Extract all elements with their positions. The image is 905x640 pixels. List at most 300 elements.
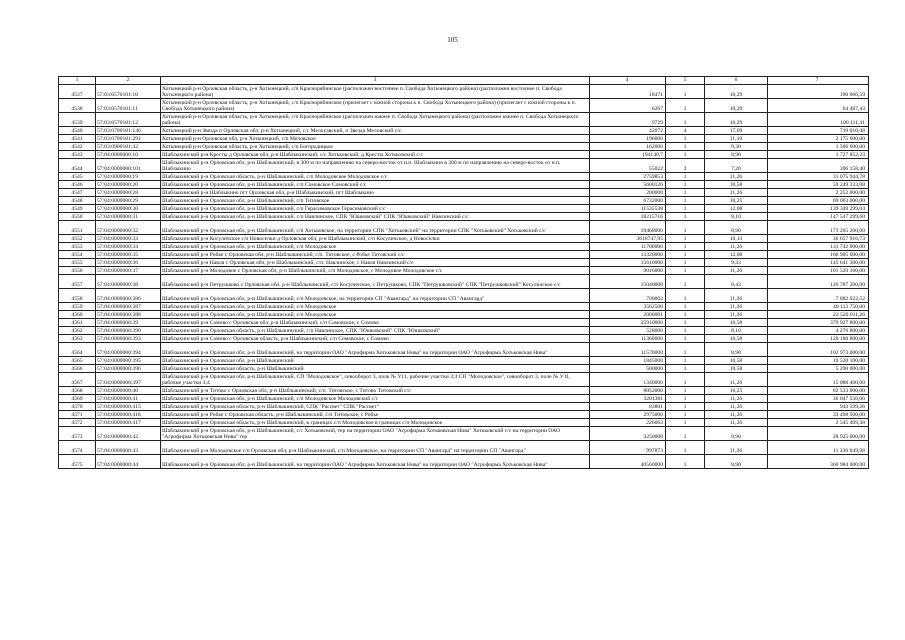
- count-value: 1: [666, 251, 705, 259]
- row-number: 4554: [59, 251, 96, 259]
- area-value: 42072: [590, 127, 666, 135]
- table-row: [59, 441, 869, 455]
- area-value: 35910000: [590, 319, 666, 327]
- area-value: 6732000: [590, 197, 666, 205]
- table-row: [59, 373, 869, 387]
- cadastral-value: 126 787 200,00: [768, 275, 869, 289]
- row-number: 4537: [59, 85, 96, 99]
- area-value: 194140,7: [590, 151, 666, 159]
- cadastral-value: 102 973 000,00: [768, 343, 869, 357]
- rate-value: 10,58: [705, 335, 768, 343]
- rate-value: 8,10: [705, 213, 768, 221]
- row-number: 4540: [59, 127, 96, 135]
- rate-value: 11,26: [705, 243, 768, 251]
- area-value: 3201381: [590, 395, 666, 403]
- column-header: 3: [161, 77, 590, 85]
- location-description: Шаблыкинский р-н Навля с Орловская обл, р-н Шаблыкинский, с/п. Навлинское, с Навля Навлинский с/с: [161, 259, 590, 267]
- cadastral-number: 57:04:0000000:38: [96, 275, 161, 289]
- cadastral-value: 82 533 000,00: [768, 387, 869, 395]
- column-header: 2: [96, 77, 161, 85]
- area-value: 9016000: [590, 267, 666, 275]
- rate-value: 8,90: [705, 427, 768, 441]
- cadastral-number: 57:04:0000000:416: [96, 411, 161, 419]
- area-value: 15610000: [590, 259, 666, 267]
- row-number: 4568: [59, 387, 96, 395]
- count-value: 1: [666, 173, 705, 181]
- cadastral-value: 719 010,48: [768, 127, 869, 135]
- rate-value: 11,26: [705, 303, 768, 311]
- row-number: 4566: [59, 365, 96, 373]
- row-number: 4547: [59, 189, 96, 197]
- row-number: 4570: [59, 403, 96, 411]
- area-value: 997873: [590, 441, 666, 455]
- column-header: 7: [768, 77, 869, 85]
- area-value: 83801: [590, 403, 666, 411]
- cadastral-value: 64 487,43: [768, 99, 869, 113]
- count-value: 1: [666, 135, 705, 143]
- location-description: Шаблыкинский р-н Орловская область, р-н Шаблыкинский: [161, 365, 590, 373]
- table-row: [59, 343, 869, 357]
- count-value: 1: [666, 275, 705, 289]
- area-value: 3618747,95: [590, 235, 666, 243]
- cadastral-number: 57:04:0000000:394: [96, 343, 161, 357]
- table-row: [59, 135, 869, 143]
- row-number: 4541: [59, 135, 96, 143]
- table-row: [59, 289, 869, 303]
- cadastral-number: 57:04:0000000:387: [96, 303, 161, 311]
- rate-value: 8,90: [705, 343, 768, 357]
- rate-value: 11,26: [705, 267, 768, 275]
- cadastral-value: 147 547 299,60: [768, 213, 869, 221]
- location-description: Хотынецкий р-н Звезда п Орловская обл, р-н Хотынецкий, с/с Мелосавский, п Звезда Меловский с/с: [161, 127, 590, 135]
- table-row: [59, 173, 869, 181]
- row-number: 4549: [59, 205, 96, 213]
- count-value: 1: [666, 395, 705, 403]
- rate-value: 11,26: [705, 189, 768, 197]
- cadastral-number: 57:03:0570101:11: [96, 99, 161, 113]
- location-description: Шаблыкинский р-н Сомово с Орловская область, р-н Шаблыкинский, с/п Сомовское, с Сомово: [161, 335, 590, 343]
- location-description: Шаблыкинский р-н Орловская область, р-н Шаблыкинский, с/п Навлинское, СПК "Юшковский" СПК "Юшковский": [161, 327, 590, 335]
- row-number: 4572: [59, 419, 96, 427]
- cadastral-number: 57:04:0000000:36: [96, 259, 161, 267]
- location-description: Шаблыкинский р-н Робье с Орловская обл, р-н Шаблыкинский, с/п. Титовское, с Робье Титовский с/с: [161, 251, 590, 259]
- count-value: 1: [666, 197, 705, 205]
- location-description: Шаблыкинский р-н Орловская обл, р-н Шаблыкинский, СП "Молодовское", севооборот 3, поле № У11, рабочие участки 3;4 СП "Молодовское", севооборот 3, поле № У11, рабочие участки 3;4: [161, 373, 590, 387]
- row-number: 4559: [59, 303, 96, 311]
- location-description: Шаблыкинский р-н Орловская обл, р-н Шаблыкинский, с/п Молодовское: [161, 243, 590, 251]
- location-description: Шаблыкинский р-н Орловская обл, р-н Шаблыкинский, с/п Титовское: [161, 197, 590, 205]
- rate-value: 11,10: [705, 135, 768, 143]
- area-value: 8052000: [590, 387, 666, 395]
- area-value: 3562500: [590, 303, 666, 311]
- column-header: 6: [705, 77, 768, 85]
- rate-value: 11,26: [705, 395, 768, 403]
- table-row: [59, 275, 869, 289]
- area-value: 500000: [590, 365, 666, 373]
- rate-value: 11,26: [705, 403, 768, 411]
- area-value: 2759853: [590, 173, 666, 181]
- cadastral-value: 173 265 200,00: [768, 221, 869, 235]
- column-header: 1: [59, 77, 96, 85]
- cadastral-value: 33 498 500,00: [768, 411, 869, 419]
- rate-value: 10,13: [705, 235, 768, 243]
- cadastral-value: 4 276 800,00: [768, 327, 869, 335]
- count-value: 1: [666, 143, 705, 151]
- row-number: 4561: [59, 319, 96, 327]
- location-description: Шаблыкинский р-н Орловская обл, р-н Шаблыкинский: [161, 357, 590, 365]
- table-row: [59, 411, 869, 419]
- rate-value: 11,26: [705, 311, 768, 319]
- table-row: [59, 143, 869, 151]
- count-value: 1: [666, 205, 705, 213]
- count-value: 1: [666, 327, 705, 335]
- count-value: 1: [666, 259, 705, 267]
- table-row: [59, 189, 869, 197]
- cadastral-value: 943 599,26: [768, 403, 869, 411]
- location-description: Шаблыкинский р-н Орловская обл, р-н Шаблыкинский, с/п Хотьковское, на территории СПК "Хотьковский" на территории СПК "Хотьковский" Хотьковский с/с: [161, 221, 590, 235]
- cadastral-value: 2 545 469,38: [768, 419, 869, 427]
- cadastral-value: 120 188 800,00: [768, 335, 869, 343]
- location-description: Шаблыкинский р-н Титово с Орловская обл, р-н Шаблыкинский, с/п. Титовское, с Титово Титовский с/с: [161, 387, 590, 395]
- cadastral-value: 139 349 299,04: [768, 205, 869, 213]
- location-description: Хотынецкий р-н Орловская область, р-н Хотынецкий, с/п Богородицкое: [161, 143, 590, 151]
- table-row: [59, 357, 869, 365]
- area-value: 18471: [590, 85, 666, 99]
- area-value: 55022: [590, 159, 666, 173]
- area-value: 11700000: [590, 243, 666, 251]
- row-number: 4574: [59, 441, 96, 455]
- rate-value: 8,10: [705, 327, 768, 335]
- area-value: 3250000: [590, 427, 666, 441]
- count-value: 1: [666, 243, 705, 251]
- row-number: 4553: [59, 243, 96, 251]
- cadastral-number: 57:04:0000000:34: [96, 243, 161, 251]
- cadastral-value: 100 111,41: [768, 113, 869, 127]
- location-description: Шаблыкинский р-н Молодовое с Орловская обл, р-н Шаблыкинский, с/п Молодовское, с Молодовое Молодовское с/с: [161, 267, 590, 275]
- count-value: 1: [666, 189, 705, 197]
- count-value: 1: [666, 303, 705, 311]
- cadastral-number: 57:03:0780101:291: [96, 135, 161, 143]
- cadastral-value: 36 657 916,73: [768, 235, 869, 243]
- rate-value: 11,26: [705, 289, 768, 303]
- table-body: [59, 77, 869, 469]
- page-number: 105: [447, 36, 458, 44]
- location-description: Шаблыкинский р-н Орловская обл, р-н Шаблыкинский, с/п Сомовское Сомовский с/с: [161, 181, 590, 189]
- cadastral-number: 57:04:0000000:20: [96, 181, 161, 189]
- cadastral-number: 57:04:0000000:31: [96, 213, 161, 221]
- cadastral-number: 57:04:0000000:19: [96, 173, 161, 181]
- location-description: Шаблыкинский р-н Орловская область, р-н Шаблыкинский, в границах с/п Молодовское в границах с/п Молодовское: [161, 419, 590, 427]
- rate-value: 10,58: [705, 357, 768, 365]
- cadastral-number: 57:04:0000000:41: [96, 395, 161, 403]
- cadastral-number: 57:04:0000000:390: [96, 327, 161, 335]
- table-row: [59, 159, 869, 173]
- cadastral-number: 57:04:0000000:43: [96, 441, 161, 455]
- row-number: 4550: [59, 213, 96, 221]
- area-value: 200000: [590, 189, 666, 197]
- table-row: [59, 267, 869, 275]
- cadastral-number: 57:04:0000000:33: [96, 235, 161, 243]
- rate-value: 9,30: [705, 143, 768, 151]
- cadastral-value: 190 066,59: [768, 85, 869, 99]
- cadastral-value: 40 113 750,00: [768, 303, 869, 311]
- count-value: 1: [666, 213, 705, 221]
- table-row: [59, 387, 869, 395]
- table-row: [59, 113, 869, 127]
- count-value: 1: [666, 403, 705, 411]
- count-value: 1: [666, 387, 705, 395]
- rate-value: 10,25: [705, 197, 768, 205]
- table-row: [59, 319, 869, 327]
- row-number: 4546: [59, 181, 96, 189]
- location-description: Шаблыкинский р-н Кресты д Орловская обл, р-н Шаблыкинский, с/с Хотьковский, д Кресты Хотьковский с/с: [161, 151, 590, 159]
- row-number: 4544: [59, 159, 96, 173]
- cadastral-number: 57:04:0000000:396: [96, 365, 161, 373]
- area-value: 11360000: [590, 335, 666, 343]
- cadastral-value: 15 088 400,00: [768, 373, 869, 387]
- count-value: 1: [666, 441, 705, 455]
- cadastral-value: 145 641 300,00: [768, 259, 869, 267]
- location-description: Шаблыкинский р-н Робье с Орловская область, р-н Шаблыкинский, с/п Титовское, с Робье: [161, 411, 590, 419]
- table-row: [59, 205, 869, 213]
- area-value: 40560000: [590, 455, 666, 469]
- area-value: 700002: [590, 289, 666, 303]
- area-value: 13320000: [590, 251, 666, 259]
- rate-value: 8,90: [705, 151, 768, 159]
- rate-value: 8,43: [705, 275, 768, 289]
- count-value: 1: [666, 311, 705, 319]
- area-value: 1845000: [590, 357, 666, 365]
- cadastral-number: 57:03:0780101:146: [96, 127, 161, 135]
- rate-value: 8,90: [705, 455, 768, 469]
- table-row: [59, 151, 869, 159]
- row-number: 4567: [59, 373, 96, 387]
- row-number: 4562: [59, 327, 96, 335]
- count-value: 1: [666, 319, 705, 327]
- table-row: [59, 213, 869, 221]
- table-row: [59, 303, 869, 311]
- row-number: 4573: [59, 427, 96, 441]
- table-row: [59, 327, 869, 335]
- table-row: [59, 85, 869, 99]
- cadastral-number: 57:04:0000000:40: [96, 387, 161, 395]
- table-row: [59, 455, 869, 469]
- cadastral-number: 57:04:0000000:44: [96, 455, 161, 469]
- rate-value: 11,26: [705, 411, 768, 419]
- count-value: 1: [666, 113, 705, 127]
- rate-value: 11,26: [705, 173, 768, 181]
- table-row: [59, 197, 869, 205]
- cadastral-number: 57:04:0000000:397: [96, 373, 161, 387]
- location-description: Шаблыкинский р-н Орловская обл, р-н Шаблыкинский, с/п Молодовское Молодовский с/с: [161, 395, 590, 403]
- location-description: Шаблыкинский р-н Орловская обл, р-н Шаблыкинский, с/п Герасимовское Герасимовский с/с: [161, 205, 590, 213]
- cadastral-number: 57:04:0000000:415: [96, 403, 161, 411]
- area-value: 15040000: [590, 275, 666, 289]
- rate-value: 10,58: [705, 181, 768, 189]
- table-row: [59, 259, 869, 267]
- rate-value: 10,58: [705, 365, 768, 373]
- row-number: 4558: [59, 289, 96, 303]
- row-number: 4555: [59, 259, 96, 267]
- table-row: [59, 311, 869, 319]
- table-row: [59, 235, 869, 243]
- column-header: 4: [590, 77, 666, 85]
- table-row: [59, 403, 869, 411]
- cadastral-number: 57:04:0000000:386: [96, 289, 161, 303]
- cadastral-value: 360 984 000,00: [768, 455, 869, 469]
- table-row: [59, 127, 869, 135]
- area-value: 2000001: [590, 311, 666, 319]
- location-description: Шаблыкинский р-н Орловская обл, р-н Шаблыкинский, на территории ОАО "Агрофирма Хотьковская Нива" на территории ОАО "Агрофирма Хотьковская Нива": [161, 455, 590, 469]
- table-row: [59, 395, 869, 403]
- cadastral-number: 57:04:0000000:29: [96, 197, 161, 205]
- count-value: 1: [666, 221, 705, 235]
- area-value: 196000: [590, 135, 666, 143]
- location-description: Шаблыкинский р-н Орловская обл, р-н Шаблыкинский, с/п Молодовское: [161, 303, 590, 311]
- location-description: Шаблыкинский р-н Орловская обл, р-н Шаблыкинский, с/п Молодовское, на территории СП "Авангард" на территории СП "Авангард": [161, 289, 590, 303]
- row-number: 4548: [59, 197, 96, 205]
- area-value: 18215716: [590, 213, 666, 221]
- row-number: 4539: [59, 113, 96, 127]
- row-number: 4563: [59, 335, 96, 343]
- table-row: [59, 419, 869, 427]
- cadastral-value: 19 520 100,00: [768, 357, 869, 365]
- count-value: 1: [666, 411, 705, 419]
- header-row: [59, 77, 869, 85]
- count-value: 4: [666, 127, 705, 135]
- row-number: 4551: [59, 221, 96, 235]
- cadastral-number: 57:04:0000000:10: [96, 151, 161, 159]
- rate-value: 10,29: [705, 113, 768, 127]
- count-value: 1: [666, 365, 705, 373]
- cadastral-number: 57:04:0000000:388: [96, 311, 161, 319]
- cadastral-number: 57:03:0900101:42: [96, 143, 161, 151]
- cadastral-number: 57:04:0000000:393: [96, 335, 161, 343]
- count-value: 1: [666, 181, 705, 189]
- rate-value: 9,33: [705, 259, 768, 267]
- cadastral-number: 57:04:0000000:32: [96, 221, 161, 235]
- cadastral-value: 11 236 049,98: [768, 441, 869, 455]
- cadastral-number: 57:04:0000000:30: [96, 205, 161, 213]
- row-number: 4545: [59, 173, 96, 181]
- table-row: [59, 365, 869, 373]
- area-value: 1340000: [590, 373, 666, 387]
- location-description: Шаблыкинский р-н Молодовское с/п Орловская обл, р-н Шаблыкинский, с/п Молодовское, на территории СП "Авангард" на территории СП "Авангард": [161, 441, 590, 455]
- count-value: 1: [666, 419, 705, 427]
- area-value: 5600126: [590, 181, 666, 189]
- area-value: 9729: [590, 113, 666, 127]
- cadastral-value: 1 727 852,23: [768, 151, 869, 159]
- location-description: Шаблыкинский р-н Орловская обл, р-н Шаблыкинский, на территории ОАО "Агрофирма Хотьковская Нива" на территории ОАО "Агрофирма Хотьковская Нива": [161, 343, 590, 357]
- cadastral-number: 57:04:0000000:395: [96, 357, 161, 365]
- rate-value: 8,90: [705, 221, 768, 235]
- cadastral-value: 160 905 600,00: [768, 251, 869, 259]
- rate-value: 12,08: [705, 251, 768, 259]
- cadastral-value: 396 158,40: [768, 159, 869, 173]
- area-value: 226063: [590, 419, 666, 427]
- rate-value: 12,08: [705, 205, 768, 213]
- table-row: [59, 427, 869, 441]
- count-value: 1: [666, 235, 705, 243]
- rate-value: 7,20: [705, 159, 768, 173]
- rate-value: 11,26: [705, 441, 768, 455]
- rate-value: 11,26: [705, 419, 768, 427]
- cadastral-value: 101 520 160,00: [768, 267, 869, 275]
- cadastral-number: 57:04:0000000:417: [96, 419, 161, 427]
- table-row: [59, 243, 869, 251]
- cadastral-value: 36 047 550,06: [768, 395, 869, 403]
- location-description: Шаблыкинский р-н Шаблыкино пгт Орловская обл, р-н Шаблыкинский, пгт Шаблыкино: [161, 189, 590, 197]
- cadastral-number: 57:04:0000000:35: [96, 251, 161, 259]
- area-value: 11570000: [590, 343, 666, 357]
- cadastral-value: 1 506 600,00: [768, 143, 869, 151]
- count-value: 1: [666, 427, 705, 441]
- table-row: [59, 335, 869, 343]
- cadastral-number: 57:03:0570101:12: [96, 113, 161, 127]
- rate-value: 10,25: [705, 387, 768, 395]
- location-description: Шаблыкинский р-н Петрушково с Орловская обл, р-н Шаблыкинский, с/п Косуличское, с Петрушково, СПК "Петрушковский" СПК "Петрушковский" Косуличское с/с: [161, 275, 590, 289]
- cadastral-table: [58, 76, 869, 469]
- table-row: [59, 181, 869, 189]
- location-description: Шаблыкинский р-н Орловская обл, р-н Шаблыкинский, с/с Хотьковский, тер на территории ОАО "Агрофирма Хотьковская Нива" Хотьковский с/с на территории ОАО "Агрофирма Хотьковская Нива" тер: [161, 427, 590, 441]
- table-row: [59, 251, 869, 259]
- row-number: 4565: [59, 357, 96, 365]
- cadastral-value: 7 882 022,52: [768, 289, 869, 303]
- cadastral-value: 131 742 000,00: [768, 243, 869, 251]
- location-description: Хотынецкий р-н Орловская обл, р-н Хотынецкий, с/п Меловское: [161, 135, 590, 143]
- rate-value: 10,58: [705, 319, 768, 327]
- rate-value: 17,09: [705, 127, 768, 135]
- row-number: 4538: [59, 99, 96, 113]
- row-number: 4542: [59, 143, 96, 151]
- location-description: Хотынецкий р-н Орловская область, р-н Хотынецкий, с/п Краснорябинское (прилегает с южной стороны к п. Свобода Хотынецкого района) (прилегает с южной стороны к п. Свобода Хотынецкого района): [161, 99, 590, 113]
- cadastral-value: 2 175 600,00: [768, 135, 869, 143]
- count-value: 1: [666, 335, 705, 343]
- location-description: Шаблыкинский р-н Орловская область, р-н Шаблыкинский, с/п Молодовское Молодовское с/с: [161, 173, 590, 181]
- rate-value: 10,29: [705, 99, 768, 113]
- location-description: Шаблыкинский р-н Орловская обл, р-н Шаблыкинский, в 300 м по направлению на северо-восток от н.п. Шаблыкино в 300 м по направлению на северо-восток от н.п. Шаблыкино: [161, 159, 590, 173]
- rate-value: 11,26: [705, 373, 768, 387]
- table-row: [59, 99, 869, 113]
- location-description: Шаблыкинский р-н Орловская область, р-н Шаблыкинский, СПК "Рассвет" СПК "Рассвет": [161, 403, 590, 411]
- count-value: 1: [666, 343, 705, 357]
- area-value: 2975000: [590, 411, 666, 419]
- cadastral-value: 31 075 944,78: [768, 173, 869, 181]
- cadastral-number: 57:04:0000000:37: [96, 267, 161, 275]
- cadastral-number: 57:04:0000000:101: [96, 159, 161, 173]
- location-description: Хотынецкий р-н Орловская область, р-н Хотынецкий, с/п Краснорябинское (расположен восточнее п. Свобода Хотынецкого района) (расположен восточнее п. Свобода Хотынецкого района): [161, 85, 590, 99]
- count-value: 1: [666, 151, 705, 159]
- location-description: Шаблыкинский р-н Орловская обл, р-н Шаблыкинский, с/п Навлинское, СПК "Юшковский" СПК "Юшковский" Навлинский с/с: [161, 213, 590, 221]
- row-number: 4557: [59, 275, 96, 289]
- rate-value: 10,29: [705, 85, 768, 99]
- column-header: 5: [666, 77, 705, 85]
- row-number: 4571: [59, 411, 96, 419]
- location-description: Шаблыкинский р-н Косуличское с/п Новоселки д Орловская обл, р-н Шаблыкинский, с/п Косуличское, д Новоселки: [161, 235, 590, 243]
- count-value: 1: [666, 373, 705, 387]
- area-value: 162000: [590, 143, 666, 151]
- location-description: Шаблыкинский р-н Орловская обл, р-н Шаблыкинский, с/п Молодовское: [161, 311, 590, 319]
- cadastral-number: 57:04:0000000:28: [96, 189, 161, 197]
- row-number: 4543: [59, 151, 96, 159]
- area-value: 11535538: [590, 205, 666, 213]
- cadastral-value: 2 252 000,00: [768, 189, 869, 197]
- table-row: [59, 221, 869, 235]
- cadastral-number: 57:03:0570101:10: [96, 85, 161, 99]
- count-value: 1: [666, 99, 705, 113]
- row-number: 4575: [59, 455, 96, 469]
- cadastral-number: 57:04:0000000:42: [96, 427, 161, 441]
